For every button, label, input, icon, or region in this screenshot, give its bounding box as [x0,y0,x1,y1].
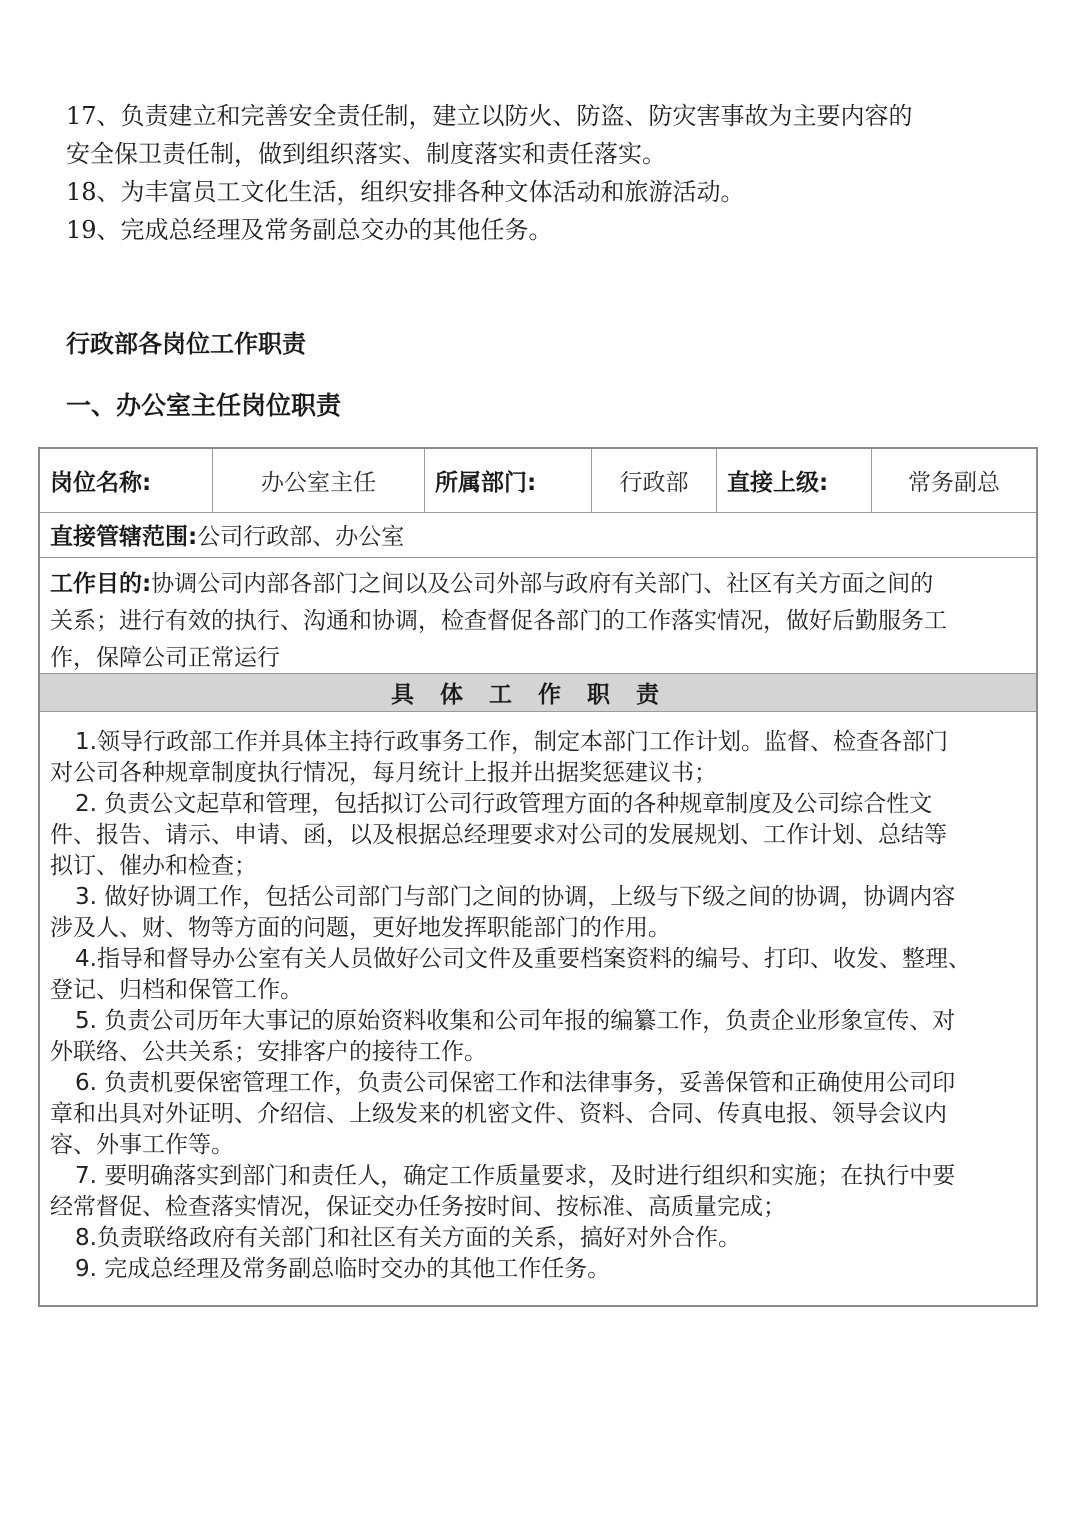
superior-value: 常务副总 [908,470,1000,496]
dept-label: 所属部门: [435,470,537,496]
sub-title: 一、办公室主任岗位职责 [66,391,342,420]
position-label: 岗位名称: [50,470,152,496]
duty-4-line-1: 4.指导和督导办公室有关人员做好公司文件及重要档案资料的编号、打印、收发、整理、 [75,946,971,972]
scope-value: 公司行政部、办公室 [197,524,405,550]
duty-6-line-1: 6. 负责机要保密管理工作，负责公司保密工作和法律事务，妥善保管和正确使用公司印 [75,1070,956,1096]
duty-6-line-3: 容、外事工作等。 [50,1132,234,1158]
duty-5-line-1: 5. 负责公司历年大事记的原始资料收集和公司年报的编纂工作，负责企业形象宣传、对 [75,1008,956,1034]
dept-value: 行政部 [619,470,689,496]
purpose-line-2: 关系；进行有效的执行、沟通和协调，检查督促各部门的工作落实情况，做好后勤服务工 [50,608,947,634]
duty-8-line-1: 8.负责联络政府有关部门和社区有关方面的关系，搞好对外合作。 [75,1225,741,1251]
intro-item-17-line-1: 17、负责建立和完善安全责任制，建立以防火、防盗、防灾害事故为主要内容的 [66,102,913,130]
position-value: 办公室主任 [261,470,376,496]
duty-2-line-3: 拟订、催办和检查； [50,853,257,879]
duty-7-line-2: 经常督促、检查落实情况，保证交办任务按时间、按标准、高质量完成； [50,1194,786,1220]
intro-item-17-line-2: 安全保卫责任制，做到组织落实、制度落实和责任落实。 [66,140,666,168]
list-item [50,1223,1030,1254]
purpose-label: 工作目的: [50,571,152,597]
list-item [50,944,1030,1006]
table-header-row [40,449,1036,513]
duty-3-line-1: 3. 做好协调工作，包括公司部门与部门之间的协调，上级与下级之间的协调，协调内容 [75,884,956,910]
duty-2-line-2: 件、报告、请示、申请、函，以及根据总经理要求对公司的发展规划、工作计划、总结等 [50,822,947,848]
duty-6-line-2: 章和出具对外证明、介绍信、上级发来的机密文件、资料、合同、传真电报、领导会议内 [50,1101,947,1127]
list-item [50,789,1030,882]
duties-list [50,727,1030,1285]
purpose-text-1: 协调公司内部各部门之间以及公司外部与政府有关部门、社区有关方面之间的 [151,571,934,597]
job-duty-table [38,447,1038,1307]
scope-row [40,512,1036,558]
list-item [50,1068,1030,1161]
duty-1-line-1: 1.领导行政部工作并具体主持行政事务工作，制定本部门工作计划。监督、检查各部门 [75,729,948,755]
intro-duty-list [66,97,1026,249]
list-item [50,1161,1030,1223]
duty-1-line-2: 对公司各种规章制度执行情况，每月统计上报并出据奖惩建议书； [50,760,717,786]
purpose-row [40,558,1036,674]
list-item [50,1006,1030,1068]
duty-7-line-1: 7. 要明确落实到部门和责任人，确定工作质量要求，及时进行组织和实施；在执行中要 [75,1163,956,1189]
duty-3-line-2: 涉及人、财、物等方面的问题，更好地发挥职能部门的作用。 [50,915,671,941]
section-title: 行政部各岗位工作职责 [66,330,306,358]
duty-9-line-1: 9. 完成总经理及常务副总临时交办的其他工作任务。 [75,1256,611,1282]
purpose-line-1 [50,566,1026,603]
duty-2-line-1: 2. 负责公文起草和管理，包括拟订公司行政管理方面的各种规章制度及公司综合性文 [75,791,933,817]
list-item [50,1254,1030,1285]
duty-4-line-2: 登记、归档和保管工作。 [50,977,303,1003]
intro-item-18: 18、为丰富员工文化生活，组织安排各种文体活动和旅游活动。 [66,178,745,206]
scope-label: 直接管辖范围: [50,524,198,550]
purpose-line-3: 作，保障公司正常运行 [50,645,280,671]
duties-banner: 具体工作职责 [40,674,1036,712]
intro-item-19: 19、完成总经理及常务副总交办的其他任务。 [66,216,553,244]
list-item [50,727,1030,789]
superior-label: 直接上级: [727,470,829,496]
list-item [50,882,1030,944]
duty-5-line-2: 外联络、公共关系；安排客户的接待工作。 [50,1039,487,1065]
